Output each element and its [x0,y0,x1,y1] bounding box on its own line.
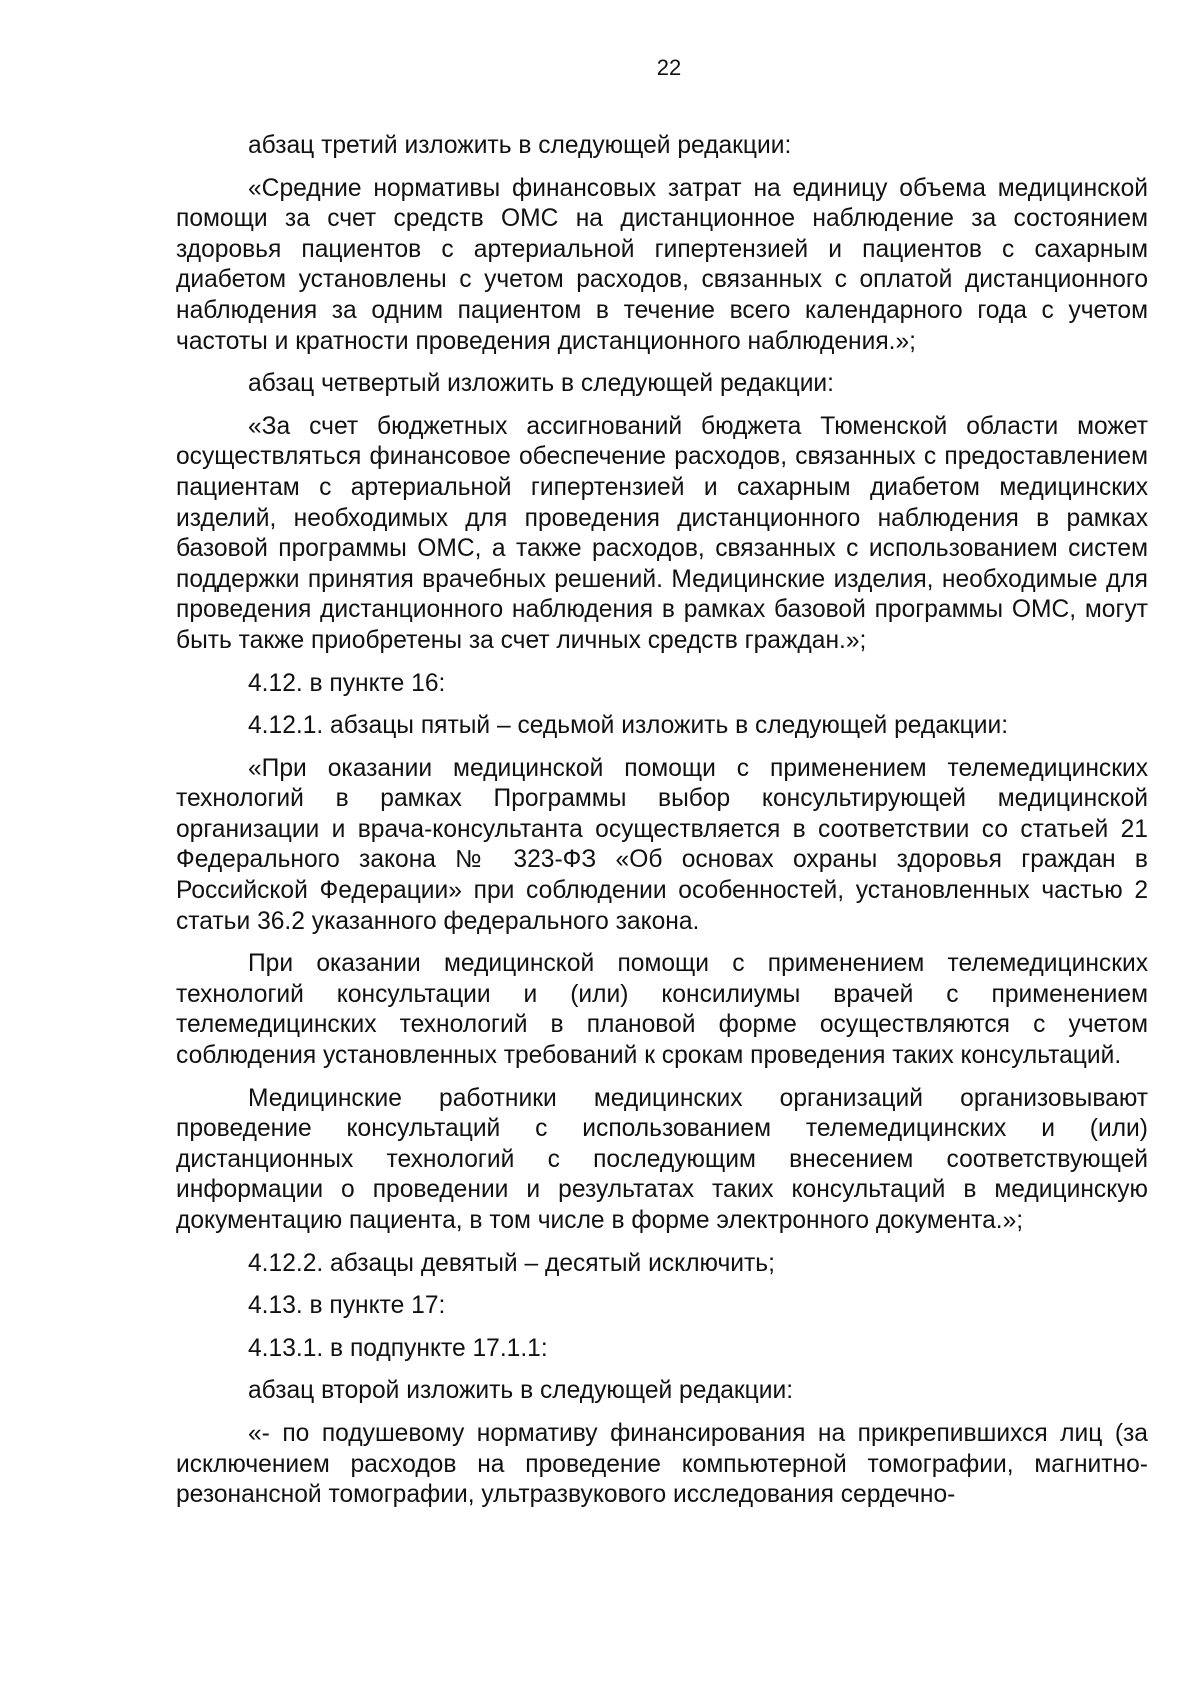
paragraph-3: абзац четвертый изложить в следующей редакции: [248,370,834,398]
paragraph-6: 4.12.1. абзацы пятый – седьмой изложить в следующей редакции: [248,712,1009,740]
paragraph-13: абзац второй изложить в следующей редакции: [248,1377,794,1405]
page-number: 22 [656,55,682,80]
paragraph-2: «Средние нормативы финансовых затрат на единицу объема медицинской помощи за счет средств ОМС на дистанционное наблюдение за состоянием здоровья пациентов с артериальной гипертензией и пациентов с сахарным диабетом установлены с учетом расходов, связанных с оплатой дистанционного наблюдения за одним пациентом в течение всего календарного года с учетом частоты и кратности проведения дистанционного наблюдения.»; [176,174,1148,355]
paragraph-8: При оказании медицинской помощи с применением телемедицинских технологий консультации и (или) консилиумы врачей с применением телемедицинских технологий в плановой форме осуществляются с учетом соблюдения установленных требований к срокам проведения таких консультаций. [176,950,1148,1070]
paragraph-5: 4.12. в пункте 16: [248,669,446,697]
paragraph-11: 4.13. в пункте 17: [248,1292,446,1320]
document-body [176,131,1148,1511]
paragraph-1: абзац третий изложить в следующей редакции: [248,132,792,159]
paragraph-10: 4.12.2. абзацы девятый – десятый исключить; [248,1249,775,1277]
paragraph-14: «- по подушевому нормативу финансирования на прикрепившихся лиц (за исключением расходов на проведение компьютерной томографии, магнитно-резонансной томографии, ультразвукового исследования сердечно- [176,1419,1148,1509]
paragraph-12: 4.13.1. в подпункте 17.1.1: [248,1334,548,1362]
paragraph-7: «При оказании медицинской помощи с применением телемедицинских технологий в рамках Программы выбор консультирующей медицинской организации и врача-консультанта осуществляется в соответствии со статьей 21 Федерального закона № 323-ФЗ «Об основах охраны здоровья граждан в Российской Федерации» при соблюдении особенностей, установленных частью 2 статьи 36.2 указанного федерального закона. [176,754,1148,935]
paragraph-4: «За счет бюджетных ассигнований бюджета Тюменской области может осуществляться финансовое обеспечение расходов, связанных с предоставлением пациентам с артериальной гипертензией и сахарным диабетом медицинских изделий, необходимых для проведения дистанционного наблюдения в рамках базовой программы ОМС, а также расходов, связанных с использованием систем поддержки принятия врачебных решений. Медицинские изделия, необходимые для проведения дистанционного наблюдения в рамках базовой программы ОМС, могут быть также приобретены за счет личных средств граждан.»; [176,412,1148,654]
paragraph-9: Медицинские работники медицинских организаций организовывают проведение консультаций с использованием телемедицинских и (или) дистанционных технологий с последующим внесением соответствующей информации о проведении и результатах таких консультаций в медицинскую документацию пациента, в том числе в форме электронного документа.»; [176,1084,1148,1234]
